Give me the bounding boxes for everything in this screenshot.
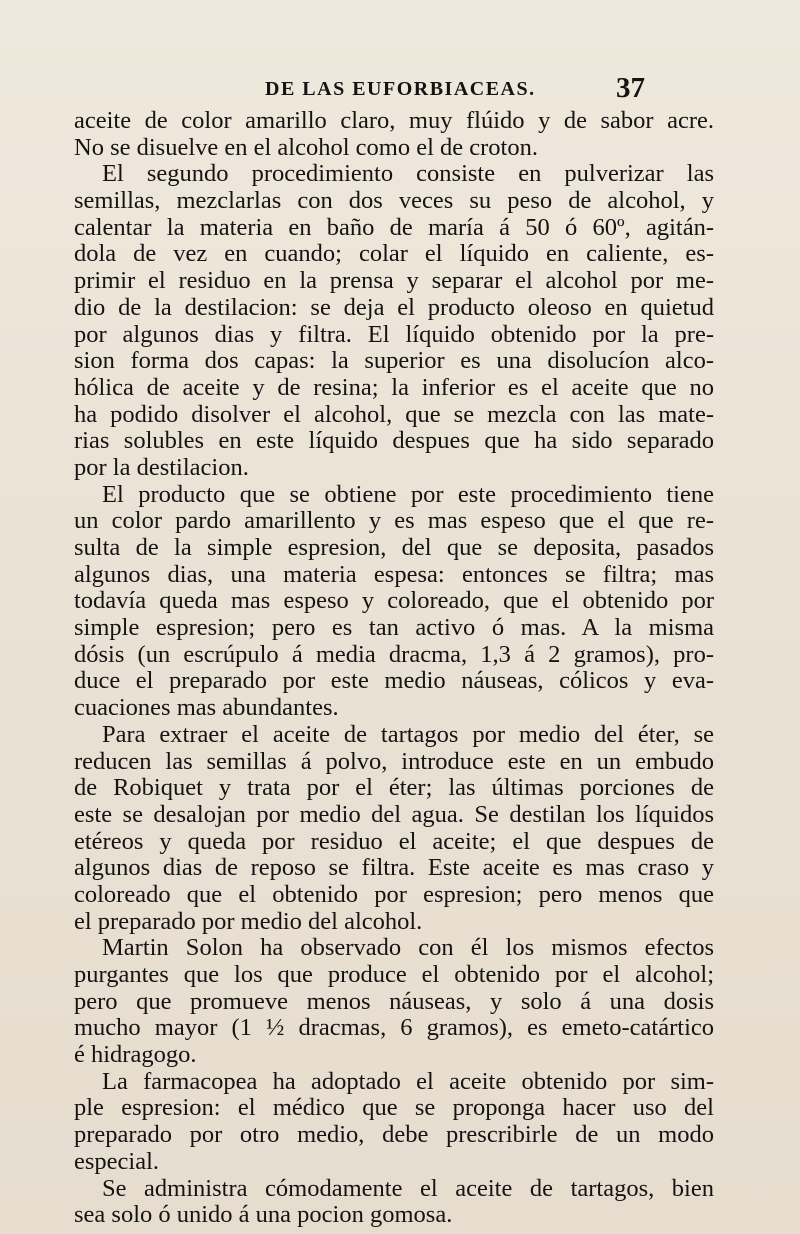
text-line: el preparado por medio del alcohol. bbox=[74, 907, 423, 935]
text-line: cuaciones mas abundantes. bbox=[74, 694, 339, 722]
text-line: algunos dias, una materia espesa: entonces se filtra; mas bbox=[74, 560, 714, 588]
text-line: rias solubles en este líquido despues que ha sido separado bbox=[74, 427, 714, 455]
text-line: mucho mayor (1 ½ dracmas, 6 gramos), es emeto-catártico bbox=[74, 1014, 714, 1042]
text-line: este se desalojan por medio del agua. Se destilan los líquidos bbox=[74, 800, 714, 828]
text-line: reducen las semillas á polvo, introduce este en un embudo bbox=[74, 747, 714, 775]
text-line: por algunos dias y filtra. El líquido obtenido por la pre- bbox=[74, 320, 714, 348]
running-head: DE LAS EUFORBIACEAS. bbox=[265, 78, 536, 100]
text-line: semillas, mezclarlas con dos veces su peso de alcohol, y bbox=[74, 187, 714, 215]
text-line: por la destilacion. bbox=[74, 453, 249, 481]
text-line: ha podido disolver el alcohol, que se mezcla con las mate- bbox=[74, 400, 714, 428]
page-header bbox=[0, 74, 800, 108]
text-line: primir el residuo en la prensa y separar el alcohol por me- bbox=[74, 267, 714, 295]
text-line: etéreos y queda por residuo el aceite; el que despues de bbox=[74, 827, 714, 855]
text-line: purgantes que los que produce el obtenido por el alcohol; bbox=[74, 961, 714, 988]
text-line: coloreado que el obtenido por espresion; pero menos que bbox=[74, 880, 714, 908]
text-line: dósis (un escrúpulo á media dracma, 1,3 á 2 gramos), pro- bbox=[74, 640, 714, 668]
text-line: todavía queda mas espeso y coloreado, que el obtenido por bbox=[74, 587, 714, 615]
text-line: pero que promueve menos náuseas, y solo á una dosis bbox=[74, 987, 714, 1015]
text-line: hólica de aceite y de resina; la inferior es el aceite que no bbox=[74, 373, 714, 401]
text-line: Para extraer el aceite de tartagos por medio del éter, se bbox=[102, 720, 714, 748]
text-line: sulta de la simple espresion, del que se deposita, pasados bbox=[74, 534, 714, 561]
text-line: algunos dias de reposo se filtra. Este aceite es mas craso y bbox=[74, 854, 714, 882]
text-line: especial. bbox=[74, 1147, 160, 1175]
text-line: dio de la destilacion: se deja el producto oleoso en quietud bbox=[74, 293, 714, 321]
text-line: El segundo procedimiento consiste en pulverizar las bbox=[102, 160, 714, 188]
text-line: El producto que se obtiene por este procedimiento tiene bbox=[102, 480, 714, 508]
text-line: No se disuelve en el alcohol como el de croton. bbox=[74, 133, 538, 161]
page-number: 37 bbox=[616, 72, 645, 104]
text-line: dola de vez en cuando; colar el líquido en caliente, es- bbox=[74, 240, 714, 268]
text-line: Martin Solon ha observado con él los mismos efectos bbox=[102, 934, 714, 962]
text-line: sea solo ó unido á una pocion gomosa. bbox=[74, 1201, 453, 1229]
text-line: La farmacopea ha adoptado el aceite obtenido por sim- bbox=[102, 1067, 714, 1095]
text-line: duce el preparado por este medio náuseas, cólicos y eva- bbox=[74, 667, 714, 695]
text-line: un color pardo amarillento y es mas espeso que el que re- bbox=[74, 507, 714, 535]
text-line: ple espresion: el médico que se proponga hacer uso del bbox=[74, 1094, 714, 1122]
text-line: de Robiquet y trata por el éter; las últimas porciones de bbox=[74, 774, 714, 802]
text-line: preparado por otro medio, debe prescribirle de un modo bbox=[74, 1121, 714, 1149]
text-line: é hidragogo. bbox=[74, 1041, 197, 1069]
text-line: simple espresion; pero es tan activo ó mas. A la misma bbox=[74, 614, 714, 642]
text-line: sion forma dos capas: la superior es una disolucíon alco- bbox=[74, 347, 714, 375]
text-line: aceite de color amarillo claro, muy flúido y de sabor acre. bbox=[74, 107, 714, 134]
text-line: calentar la materia en baño de maría á 50 ó 60º, agitán- bbox=[74, 213, 714, 241]
body-text bbox=[74, 108, 714, 1229]
text-line: Se administra cómodamente el aceite de tartagos, bien bbox=[102, 1174, 714, 1202]
